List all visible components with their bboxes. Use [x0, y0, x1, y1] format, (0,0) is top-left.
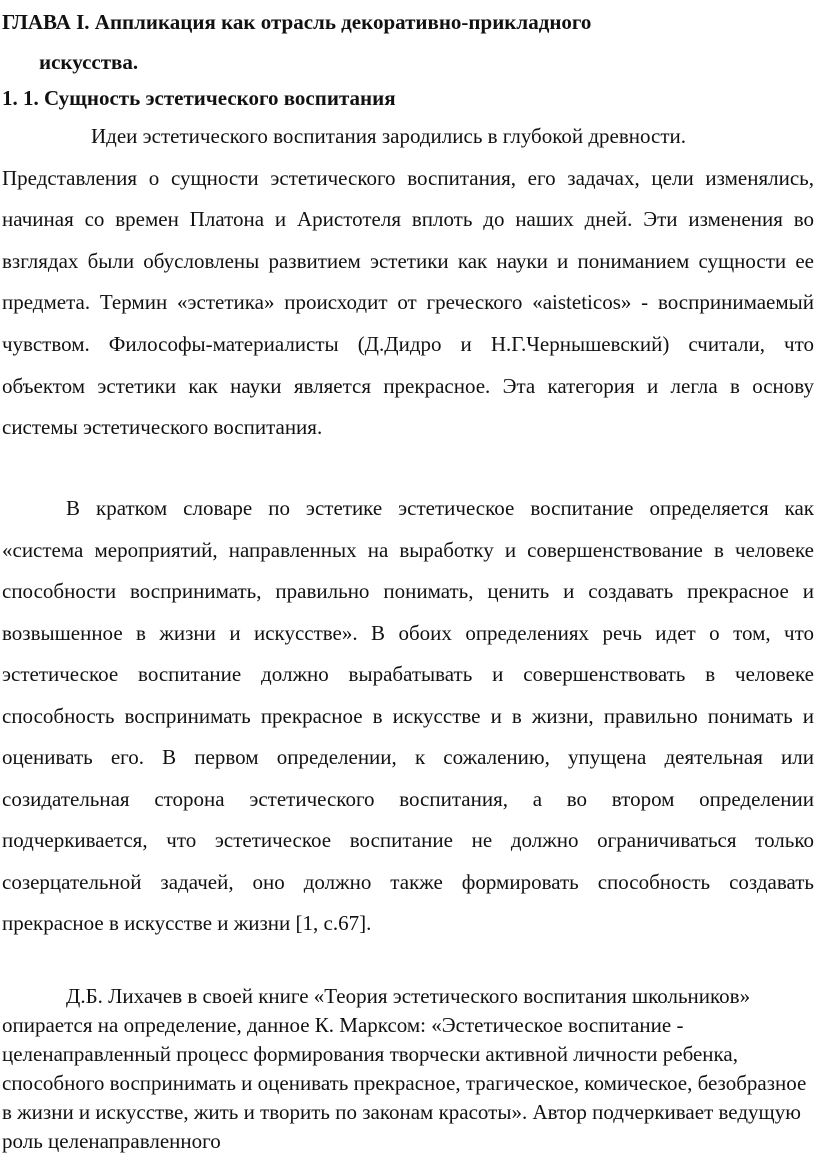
paragraph-1	[2, 116, 814, 449]
paragraph-1-first-line: Идеи эстетического воспитания зародились в глубокой древности.	[91, 124, 687, 148]
chapter-heading	[2, 2, 802, 82]
paragraph-3	[2, 982, 814, 1156]
paragraph-1-body: Представления о сущности эстетического воспитания, его задачах, цели изменялись, начиная со времен Платона и Аристотеля вплоть до наших дней. Эти изменения во взглядах были обусловлены развитием эстетики как науки и пониманием сущности ее предмета. Термин «эстетика» происходит от греческого «aisteticos» - воспринимаемый чувством. Философы-материалисты (Д.Дидро и Н.Г.Чернышевский) считали, что объектом эстетики как науки является прекрасное. Эта категория и легла в основу системы эстетического воспитания.	[2, 165, 814, 440]
section-heading: 1. 1. Сущность эстетического воспитания	[2, 86, 396, 110]
paragraph-2	[2, 488, 814, 945]
paragraph-3-body: Д.Б. Лихачев в своей книге «Теория эстетического воспитания школьников» опирается на определение, данное К. Марксом: «Эстетическое воспитание - целенаправленный процесс формирования творчески активной личности ребенка, способного воспринимать и оценивать прекрасное, трагическое, комическое, безобразное в жизни и искусстве, жить и творить по законам красоты». Автор подчеркивает ведущую роль целенаправленного	[2, 984, 807, 1153]
paragraph-2-body: В кратком словаре по эстетике эстетическое воспитание определяется как «система мероприятий, направленных на выработку и совершенствование в человеке способности воспринимать, правильно понимать, ценить и создавать прекрасное и возвышенное в жизни и искусстве». В обоих определениях речь идет о том, что эстетическое воспитание должно вырабатывать и совершенствовать в человеке способность воспринимать прекрасное в искусстве и в жизни, правильно понимать и оценивать его. В первом определении, к сожалению, упущена деятельная или созидательная сторона эстетического воспитания, а во втором определении подчеркивается, что эстетическое воспитание не должно ограничиваться только созерцательной задачей, оно должно также формировать способность создавать прекрасное в искусстве и жизни [1, с.67].	[2, 496, 814, 935]
chapter-heading-line-2: искусства.	[39, 50, 139, 74]
paragraph-2-indent	[2, 496, 66, 520]
paragraph-3-indent	[2, 984, 66, 1008]
chapter-heading-line-1: ГЛАВА I. Аппликация как отрасль декоративно-прикладного	[2, 10, 592, 34]
